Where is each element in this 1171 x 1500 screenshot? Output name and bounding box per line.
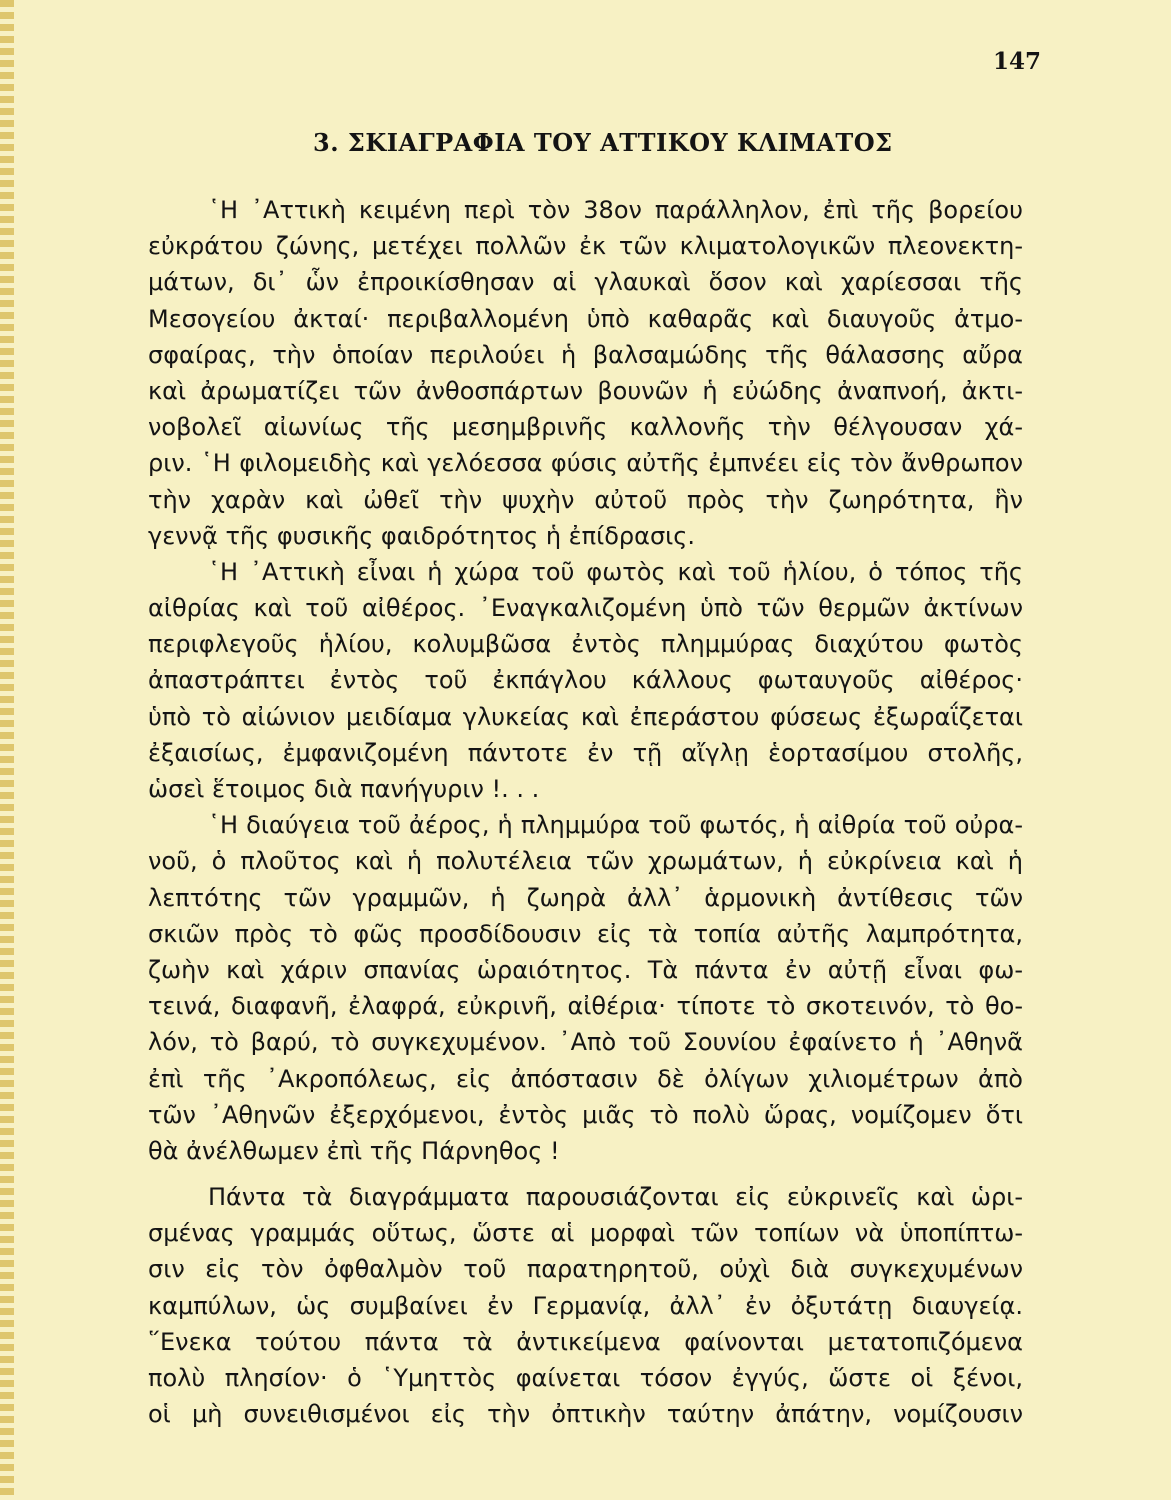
text-line: οἱ μὴ συνειθισμένοι εἰς τὴν ὀπτικὴν ταύτην ἀπάτην, νομίζουσιν xyxy=(148,1400,1023,1429)
text-line: λεπτότης τῶν γραμμῶν, ἡ ζωηρὰ ἀλλ᾽ ἁρμονικὴ ἀντίθεσις τῶν xyxy=(148,883,1023,912)
text-line: εὐκράτου ζώνης, μετέχει πολλῶν ἐκ τῶν κλιματολογικῶν πλεονεκτη- xyxy=(148,232,1023,261)
text-line: περιφλεγοῦς ἡλίου, κολυμβῶσα ἐντὸς πλημμύρας διαχύτου φωτὸς xyxy=(148,630,1023,659)
text-line: τῶν ᾽Αθηνῶν ἐξερχόμενοι, ἐντὸς μιᾶς τὸ πολὺ ὥρας, νομίζομεν ὅτι xyxy=(148,1100,1023,1129)
text-line: ζωὴν καὶ χάριν σπανίας ὡραιότητος. Τὰ πάντα ἐν αὐτῇ εἶναι φω- xyxy=(148,955,1023,984)
paragraph-gap xyxy=(148,1169,1023,1179)
body-text xyxy=(148,192,1023,1432)
text-line: νοβολεῖ αἰωνίως τῆς μεσημβρινῆς καλλονῆς τὴν θέλγουσαν χά- xyxy=(148,413,1023,442)
text-line: ῞Ενεκα τούτου πάντα τὰ ἀντικείμενα φαίνονται μετατοπιζόμενα xyxy=(148,1327,1023,1356)
page-number: 147 xyxy=(992,48,1041,75)
text-line: ριν. ῾Η φιλομειδὴς καὶ γελόεσσα φύσις αὐτῆς ἐμπνέει εἰς τὸν ἄνθρωπον xyxy=(148,449,1023,478)
page-binding-edge xyxy=(0,0,14,1500)
paragraph-2 xyxy=(148,554,1023,807)
paragraph-1 xyxy=(148,192,1023,554)
text-line: σμένας γραμμάς οὕτως, ὥστε αἱ μορφαὶ τῶν τοπίων νὰ ὑποπίπτω- xyxy=(148,1219,1023,1248)
text-line: Πάντα τὰ διαγράμματα παρουσιάζονται εἰς εὐκρινεῖς καὶ ὡρι- xyxy=(208,1183,1023,1212)
text-line: ὑπὸ τὸ αἰώνιον μειδίαμα γλυκείας καὶ ἐπεράστου φύσεως ἐξωραΐζεται xyxy=(148,702,1023,731)
text-line: γεννᾷ τῆς φυσικῆς φαιδρότητος ἡ ἐπίδρασις. xyxy=(148,521,695,550)
text-line: θὰ ἀνέλθωμεν ἐπὶ τῆς Πάρνηθος ! xyxy=(148,1136,560,1165)
text-line: νοῦ, ὁ πλοῦτος καὶ ἡ πολυτέλεια τῶν χρωμάτων, ἡ εὐκρίνεια καὶ ἡ xyxy=(148,847,1023,876)
text-line: Μεσογείου ἀκταί· περιβαλλομένη ὑπὸ καθαρᾶς καὶ διαυγοῦς ἀτμο- xyxy=(148,304,1023,333)
text-line: σφαίρας, τὴν ὁποίαν περιλούει ἡ βαλσαμώδης τῆς θάλασσης αὔρα xyxy=(148,340,1023,369)
text-line: ὡσεὶ ἕτοιμος διὰ πανήγυριν !. . . xyxy=(148,775,540,803)
chapter-title: 3. ΣΚΙΑΓΡΑΦΙΑ ΤΟΥ ΑΤΤΙΚΟΥ ΚΛΙΜΑΤΟΣ xyxy=(313,128,893,157)
text-line: μάτων, δι᾽ ὧν ἐπροικίσθησαν αἱ γλαυκαὶ ὅσον καὶ χαρίεσσαι τῆς xyxy=(148,268,1023,297)
text-line: τεινά, διαφανῆ, ἐλαφρά, εὐκρινῆ, αἰθέρια· τίποτε τὸ σκοτεινόν, τὸ θο- xyxy=(148,992,1023,1021)
text-line: ἀπαστράπτει ἐντὸς τοῦ ἐκπάγλου κάλλους φωταυγοῦς αἰθέρος· xyxy=(148,666,1023,695)
text-line: ἐξαισίως, ἐμφανιζομένη πάντοτε ἐν τῇ αἴγλῃ ἑορτασίμου στολῆς, xyxy=(148,738,1023,767)
text-line: καμπύλων, ὡς συμβαίνει ἐν Γερμανίᾳ, ἀλλ᾽ ἐν ὀξυτάτῃ διαυγείᾳ. xyxy=(148,1291,1023,1320)
text-line: λόν, τὸ βαρύ, τὸ συγκεχυμένον. ᾽Απὸ τοῦ Σουνίου ἐφαίνετο ἡ ᾽Αθηνᾶ xyxy=(148,1028,1023,1057)
text-line: ῾Η ᾽Αττικὴ κειμένη περὶ τὸν 38ον παράλληλον, ἐπὶ τῆς βορείου xyxy=(208,196,1023,224)
paragraph-3 xyxy=(148,807,1023,1169)
text-line: ῾Η ᾽Αττικὴ εἶναι ἡ χώρα τοῦ φωτὸς καὶ τοῦ ἡλίου, ὁ τόπος τῆς xyxy=(208,557,1023,586)
text-line: τὴν χαρὰν καὶ ὠθεῖ τὴν ψυχὴν αὐτοῦ πρὸς τὴν ζωηρότητα, ἣν xyxy=(148,485,1023,514)
text-line: καὶ ἀρωματίζει τῶν ἀνθοσπάρτων βουνῶν ἡ εὐώδης ἀναπνοή, ἀκτι- xyxy=(148,376,1023,405)
paragraph-4 xyxy=(148,1179,1023,1432)
text-line: ῾Η διαύγεια τοῦ ἀέρος, ἡ πλημμύρα τοῦ φωτός, ἡ αἰθρία τοῦ οὐρα- xyxy=(208,811,1023,840)
text-line: σκιῶν πρὸς τὸ φῶς προσδίδουσιν εἰς τὰ τοπία αὐτῆς λαμπρότητα, xyxy=(148,919,1023,948)
text-line: πολὺ πλησίον· ὁ ῾Υμηττὸς φαίνεται τόσον ἐγγύς, ὥστε οἱ ξένοι, xyxy=(148,1364,1023,1392)
text-line: αἰθρίας καὶ τοῦ αἰθέρος. ᾽Εναγκαλιζομένη ὑπὸ τῶν θερμῶν ἀκτίνων xyxy=(148,594,1023,623)
text-line: ἐπὶ τῆς ᾽Ακροπόλεως, εἰς ἀπόστασιν δὲ ὀλίγων χιλιομέτρων ἀπὸ xyxy=(148,1064,1023,1093)
text-line: σιν εἰς τὸν ὀφθαλμὸν τοῦ παρατηρητοῦ, οὐχὶ διὰ συγκεχυμένων xyxy=(148,1255,1023,1284)
